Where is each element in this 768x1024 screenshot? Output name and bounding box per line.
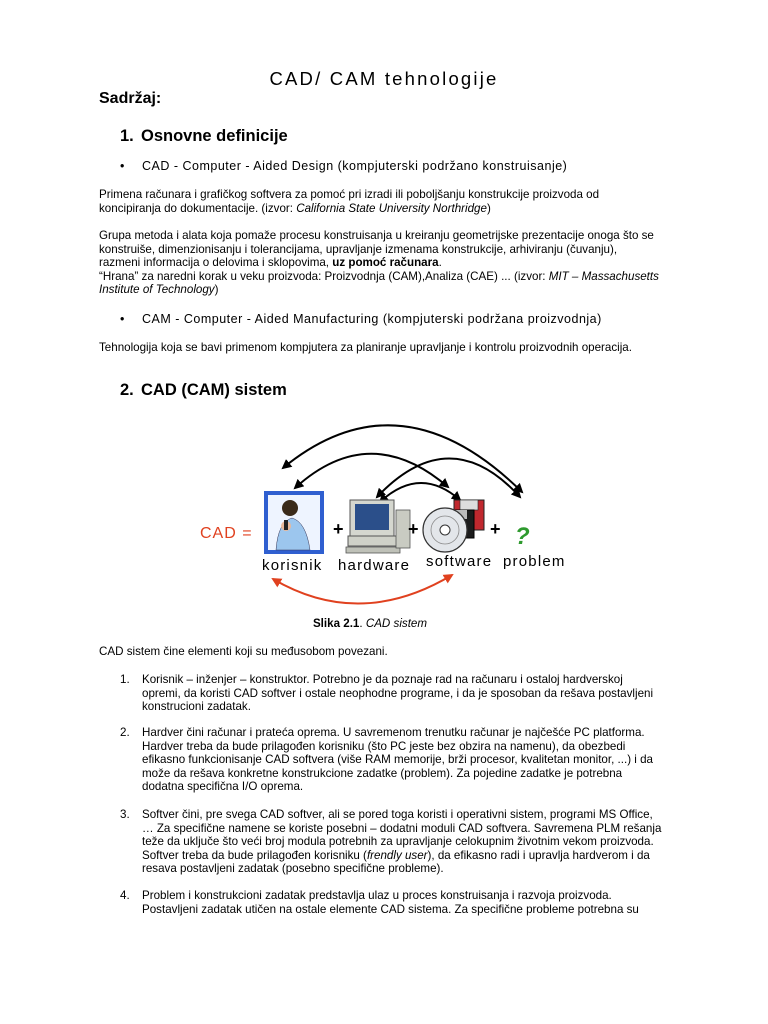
contents-heading: Sadržaj: <box>99 90 162 107</box>
computer-icon <box>346 500 410 553</box>
para2-dot: . <box>438 256 442 270</box>
list-item-hardver <box>120 726 680 794</box>
paragraph-cad-intro: CAD sistem čine elementi koji su međusobom povezani. <box>99 645 388 658</box>
plus-sign-2: + <box>408 519 419 539</box>
document-title: CAD/ CAM tehnologije <box>269 68 499 89</box>
section-2-number: 2. <box>120 381 134 399</box>
list-text: Korisnik – inženjer – konstruktor. Potrebno je da poznaje rad na računaru i ostaloj hardverskoj opremi, da koristi CAD softver i ostale neophodne programe, i da je sposoban da rešava postavljeni konstrucioni zadatak. <box>142 673 654 714</box>
list-number: 3. <box>120 808 130 821</box>
list-text-italic: frendly user <box>366 848 428 862</box>
list-item-korisnik <box>120 673 680 714</box>
list-text: Problem i konstrukcioni zadatak predstavlja ulaz u proces konstruisanja i razvoja proizvoda. Postavljeni zadatak utičen na ostale elemente CAD sistema. Za specifične probleme potrebna su <box>142 889 639 916</box>
label-software: software <box>426 553 493 570</box>
arc-korisnik-software-bottom <box>273 575 452 604</box>
list-item-problem <box>120 889 680 916</box>
section-1-number: 1. <box>120 127 134 145</box>
list-number: 2. <box>120 726 130 739</box>
list-item-softver <box>120 808 680 876</box>
label-hardware: hardware <box>338 557 411 574</box>
software-disk-icon <box>423 500 484 552</box>
figure-caption <box>0 617 740 630</box>
list-text <box>142 808 662 876</box>
list-text-a: Softver čini, pre svega CAD softver, ali se pored toga koristi i operativni sistem, programi MS Office, … Za specifične namene se koriste posebni – dodatni moduli CAD softvera. Savremena PLM rešanja teže da uključe što veći broj modula potrebnih za upravljanje celokupnim životnim vekom proizvoda. Softver treba da bude prilagođen korisniku ( <box>142 808 662 862</box>
para1-source: California State University Northridge <box>296 201 487 215</box>
caption-number: Slika 2.1 <box>312 617 360 630</box>
list-text-b: ), da efikasno radi i upravlja hardverom i da resava postavljeni zadatak (posebno specifične probleme). <box>142 848 650 876</box>
list-number: 1. <box>120 673 130 686</box>
para2-text: Grupa metoda i alata koja pomaže procesu konstruisanja u kreiranju geometrijske prezentacije onoga što se konstruiše, dimenzionisanju i tolerancijama, upravljanje izmenama konstrukcije, arhiviranju (čuvanju), razmeni informacija o delovima i sklopovima, <box>99 229 654 270</box>
list-number: 4. <box>120 889 130 902</box>
label-problem: problem <box>503 553 566 570</box>
bullet-cad-text: CAD - Computer - Aided Design (kompjuterski podržano konstruisanje) <box>142 159 568 173</box>
section-1-title: Osnovne definicije <box>141 127 288 145</box>
plus-sign-1: + <box>333 519 344 539</box>
bullet-dot: • <box>120 159 125 173</box>
label-korisnik: korisnik <box>262 557 323 574</box>
section-2-title: CAD (CAM) sistem <box>141 381 287 399</box>
para3-text: “Hrana” za naredni korak u veku proizvoda: Proizvodnja (CAM),Analiza (CAE) ... (izvor: <box>99 269 549 283</box>
paragraph-cam-definition: Tehnologija koja se bavi primenom kompjutera za planiranje upravljanje i kontrolu proizvodnih operacija. <box>99 341 632 354</box>
problem-question-mark: ? <box>515 523 530 550</box>
user-icon <box>264 491 324 554</box>
list-text: Hardver čini računar i prateća oprema. U savremenom trenutku računar je najčešće PC platforma. Hardver treba da bude prilagođen korisniku (što PC jeste bez obzira na namenu), da obezbedi efikasno funkcionisanje CAD softvera (više RAM memorije, brži procesor, kvalitetan monitor, ...) i da može da rešava konkretne konstrukcione zadatke (problem). Za pojedine zadatke je potrebna dodatna specifična I/O oprema. <box>142 726 653 794</box>
para1-end: ) <box>486 201 491 215</box>
para3-end: ) <box>214 283 219 297</box>
cad-equals-label: CAD = <box>200 525 253 542</box>
caption-title: CAD sistem <box>365 617 428 630</box>
caption-dot: . <box>359 617 366 630</box>
para2-bold: uz pomoć računara <box>332 256 439 270</box>
para1-text: Primena računara i grafičkog softvera za pomoć pri izradi ili poboljšanju konstrukcije proizvoda od koncipiranja do dokumentacije. (izvor: <box>99 188 600 215</box>
plus-sign-3: + <box>490 519 501 539</box>
para3-source: MIT – Massachusetts Institute of Technology <box>99 269 659 297</box>
bullet-dot: • <box>120 312 125 326</box>
bullet-cam-text: CAM - Computer - Aided Manufacturing (kompjuterski podržana proizvodnja) <box>142 312 602 326</box>
